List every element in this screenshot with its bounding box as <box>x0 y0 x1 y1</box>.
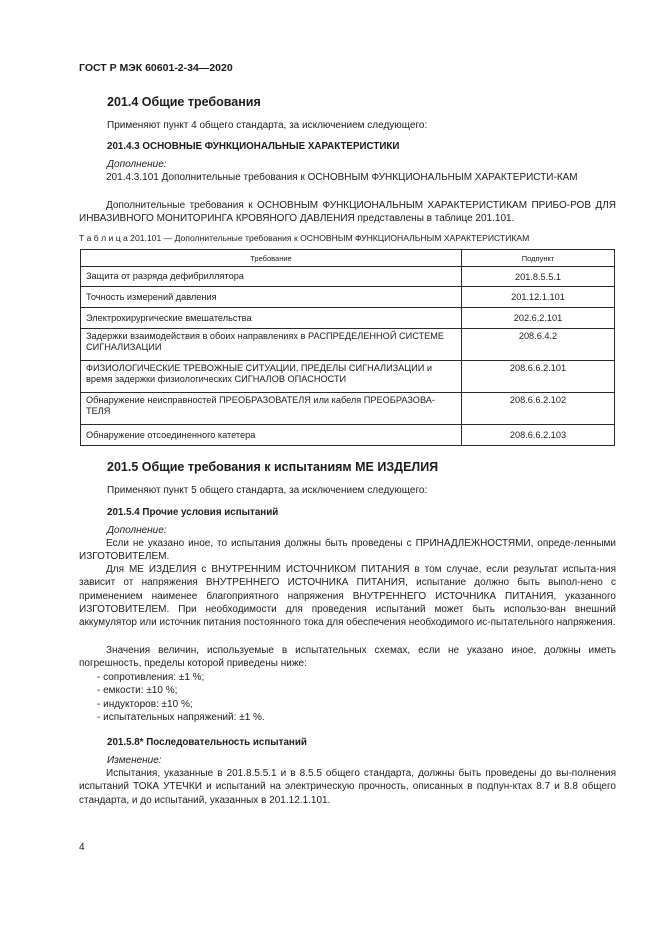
list-item: - испытательных напряжений: ±1 %. <box>97 711 265 724</box>
subsection-201-5-4-title: 201.5.4 Прочие условия испытаний <box>107 507 279 518</box>
addition-label: Дополнение: <box>107 159 167 170</box>
paragraph-table-intro: Дополнительные требования к ОСНОВНЫМ ФУНКЦИОНАЛЬНЫМ ХАРАКТЕРИСТИКАМ ПРИБО-РОВ ДЛЯ ИНВАЗИВНОГО МОНИТОРИНГА КРОВЯНОГО ДАВЛЕНИЯ представлены в таблице 201.101. <box>79 200 616 225</box>
list-item: - индукторов: ±10 %; <box>97 698 265 711</box>
requirement-cell: Обнаружение неисправностей ПРЕОБРАЗОВАТЕЛЯ или кабеля ПРЕОБРАЗОВА-ТЕЛЯ <box>81 393 462 425</box>
document-header: ГОСТ Р МЭК 60601-2-34—2020 <box>79 62 233 74</box>
clause-cell: 208.6.6.2.101 <box>462 361 615 393</box>
column-header-clause: Подпункт <box>462 250 615 267</box>
subsection-201-5-8-title: 201.5.8* Последовательность испытаний <box>107 737 307 748</box>
clause-cell: 201.12.1.101 <box>462 287 615 308</box>
page-number: 4 <box>79 842 85 853</box>
clause-cell: 208.6.4.2 <box>462 329 615 361</box>
table-row <box>81 308 615 329</box>
table-row <box>81 329 615 361</box>
column-header-requirement: Требование <box>81 250 462 267</box>
table-row <box>81 267 615 287</box>
clause-cell: 208.6.6.2.103 <box>462 425 615 446</box>
section-201-4-title: 201.4 Общие требования <box>107 95 261 109</box>
section-201-5-title: 201.5 Общие требования к испытаниям МЕ ИЗДЕЛИЯ <box>107 460 439 474</box>
list-item: - емкости: ±10 %; <box>97 684 265 697</box>
requirement-cell: Электрохирургические вмешательства <box>81 308 462 329</box>
table-caption: Т а б л и ц а 201.101 — Дополнительные требования к ОСНОВНЫМ ФУНКЦИОНАЛЬНЫМ ХАРАКТЕРИСТИКАМ <box>79 233 530 243</box>
requirements-table <box>80 249 615 446</box>
requirement-cell: Точность измерений давления <box>81 287 462 308</box>
tolerance-list <box>97 671 265 724</box>
table-row <box>81 425 615 446</box>
requirement-cell: Задержки взаимодействия в обоих направлениях в РАСПРЕДЕЛЕННОЙ СИСТЕМЕ СИГНАЛИЗАЦИИ <box>81 329 462 361</box>
table-row <box>81 287 615 308</box>
paragraph-201-4-3-101: 201.4.3.101 Дополнительные требования к ОСНОВНЫМ ФУНКЦИОНАЛЬНЫМ ХАРАКТЕРИСТИ-КАМ <box>106 172 578 183</box>
clause-cell: 201.8.5.5.1 <box>462 267 615 287</box>
requirement-cell: Обнаружение отсоединенного катетера <box>81 425 462 446</box>
subsection-201-4-3-title: 201.4.3 ОСНОВНЫЕ ФУНКЦИОНАЛЬНЫЕ ХАРАКТЕРИСТИКИ <box>107 141 400 152</box>
table-row <box>81 361 615 393</box>
paragraph-accessories: Если не указано иное, то испытания должны быть проведены с ПРИНАДЛЕЖНОСТЯМИ, опреде-ленными ИЗГОТОВИТЕЛЕМ. <box>79 538 616 563</box>
requirement-cell: Защита от разряда дефибриллятора <box>81 267 462 287</box>
requirement-cell: ФИЗИОЛОГИЧЕСКИЕ ТРЕВОЖНЫЕ СИТУАЦИИ, ПРЕДЕЛЫ СИГНАЛИЗАЦИИ и время задержки физиологических СИГНАЛОВ ОПАСНОСТИ <box>81 361 462 393</box>
paragraph-internal-power: Для МЕ ИЗДЕЛИЯ с ВНУТРЕННИМ ИСТОЧНИКОМ ПИТАНИЯ в том случае, если результат испыта-ния зависит от напряжения ВНУТРЕННЕГО ИСТОЧНИКА ПИТАНИЯ, испытание должно быть выпол-нено с применением наименее благоприятного напряжения ВНУТРЕННЕГО ИСТОЧНИКА ПИТАНИЯ, указанного ИЗГОТОВИТЕЛЕМ. При необходимости для проведения испытаний может быть использо-ван внешний аккумулятор или источник питания постоянного тока для обеспечения необходимого ис-пытательного напряжения. <box>79 564 616 629</box>
table-row <box>81 393 615 425</box>
clause-cell: 202.6.2.101 <box>462 308 615 329</box>
clause-cell: 208.6.6.2.102 <box>462 393 615 425</box>
paragraph-tolerances: Значения величин, используемые в испытательных схемах, если не указано иное, должны иметь погрешность, пределы которой приведены ниже: <box>79 645 616 670</box>
addition-label: Дополнение: <box>107 525 167 536</box>
section-201-5-intro: Применяют пункт 5 общего стандарта, за исключением следующего: <box>107 485 428 496</box>
paragraph-test-sequence: Испытания, указанные в 201.8.5.5.1 и в 8.5.5 общего стандарта, должны быть проведены до вы-полнения испытаний ТОКА УТЕЧКИ и испытаний на электрическую прочность, описанных в подпун-ктах 8.7 и 8.8 общего стандарта, и до испытаний, указанных в 201.12.1.101. <box>79 768 616 806</box>
change-label: Изменение: <box>107 755 162 766</box>
section-201-4-intro: Применяют пункт 4 общего стандарта, за исключением следующего: <box>107 120 428 131</box>
list-item: - сопротивления: ±1 %; <box>97 671 265 684</box>
